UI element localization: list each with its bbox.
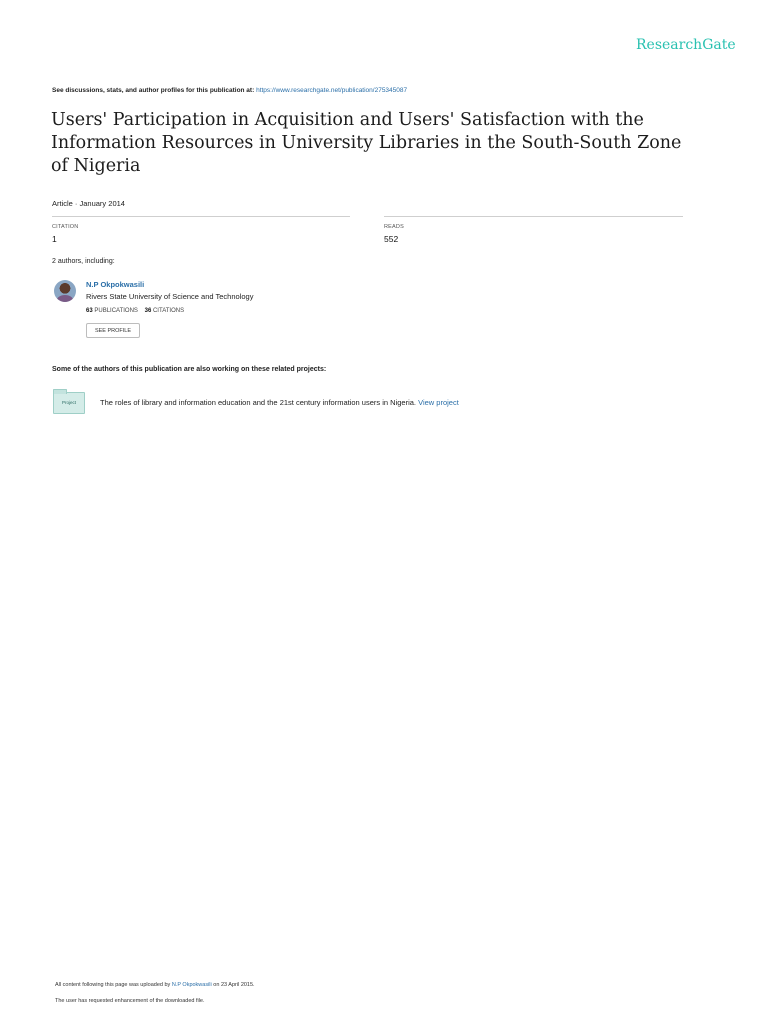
related-projects-heading: Some of the authors of this publication are also working on these related projects: xyxy=(52,366,327,373)
reads-label: READS xyxy=(384,224,404,230)
reads-value: 552 xyxy=(384,234,399,244)
project-badge-label: Project xyxy=(61,400,76,405)
publications-count: 63 xyxy=(86,308,93,314)
enhancement-note: The user has requested enhancement of the downloaded file. xyxy=(55,998,205,1004)
project-description: The roles of library and information education and the 21st century information users in Nigeria. xyxy=(100,398,416,407)
uploader-link[interactable]: N.P Okpokwasili xyxy=(171,982,212,988)
project-folder-icon xyxy=(53,392,85,414)
discussions-text: See discussions, stats, and author profiles for this publication at: xyxy=(52,87,255,94)
citations-count: 36 xyxy=(144,308,152,314)
upload-suffix: on 23 April 2015. xyxy=(213,982,255,988)
researchgate-logo[interactable]: ResearchGate xyxy=(636,37,736,53)
project-line xyxy=(100,398,459,407)
author-stats xyxy=(86,308,184,314)
citation-divider xyxy=(52,216,350,217)
author-name-link[interactable]: N.P Okpokwasili xyxy=(86,280,145,289)
publication-url-link[interactable]: https://www.researchgate.net/publication/275345087 xyxy=(256,87,408,94)
article-meta: Article · January 2014 xyxy=(52,199,125,208)
citation-label: CITATION xyxy=(52,224,79,230)
author-avatar[interactable] xyxy=(54,280,76,302)
upload-prefix: All content following this page was uploaded by xyxy=(55,982,171,988)
author-institution: Rivers State University of Science and Technology xyxy=(86,292,254,301)
discussions-line xyxy=(52,87,407,94)
see-profile-button[interactable]: SEE PROFILE xyxy=(86,323,140,338)
view-project-link[interactable]: View project xyxy=(418,398,459,407)
citation-value: 1 xyxy=(52,234,57,244)
authors-heading: 2 authors, including: xyxy=(52,258,115,265)
reads-divider xyxy=(384,216,683,217)
publications-label: PUBLICATIONS xyxy=(94,308,138,314)
citations-label: CITATIONS xyxy=(152,308,185,314)
publication-title: Users' Participation in Acquisition and Users' Satisfaction with the Information Resources in University Libraries in the South-South Zone of Nigeria xyxy=(51,110,682,176)
upload-note xyxy=(55,982,255,988)
